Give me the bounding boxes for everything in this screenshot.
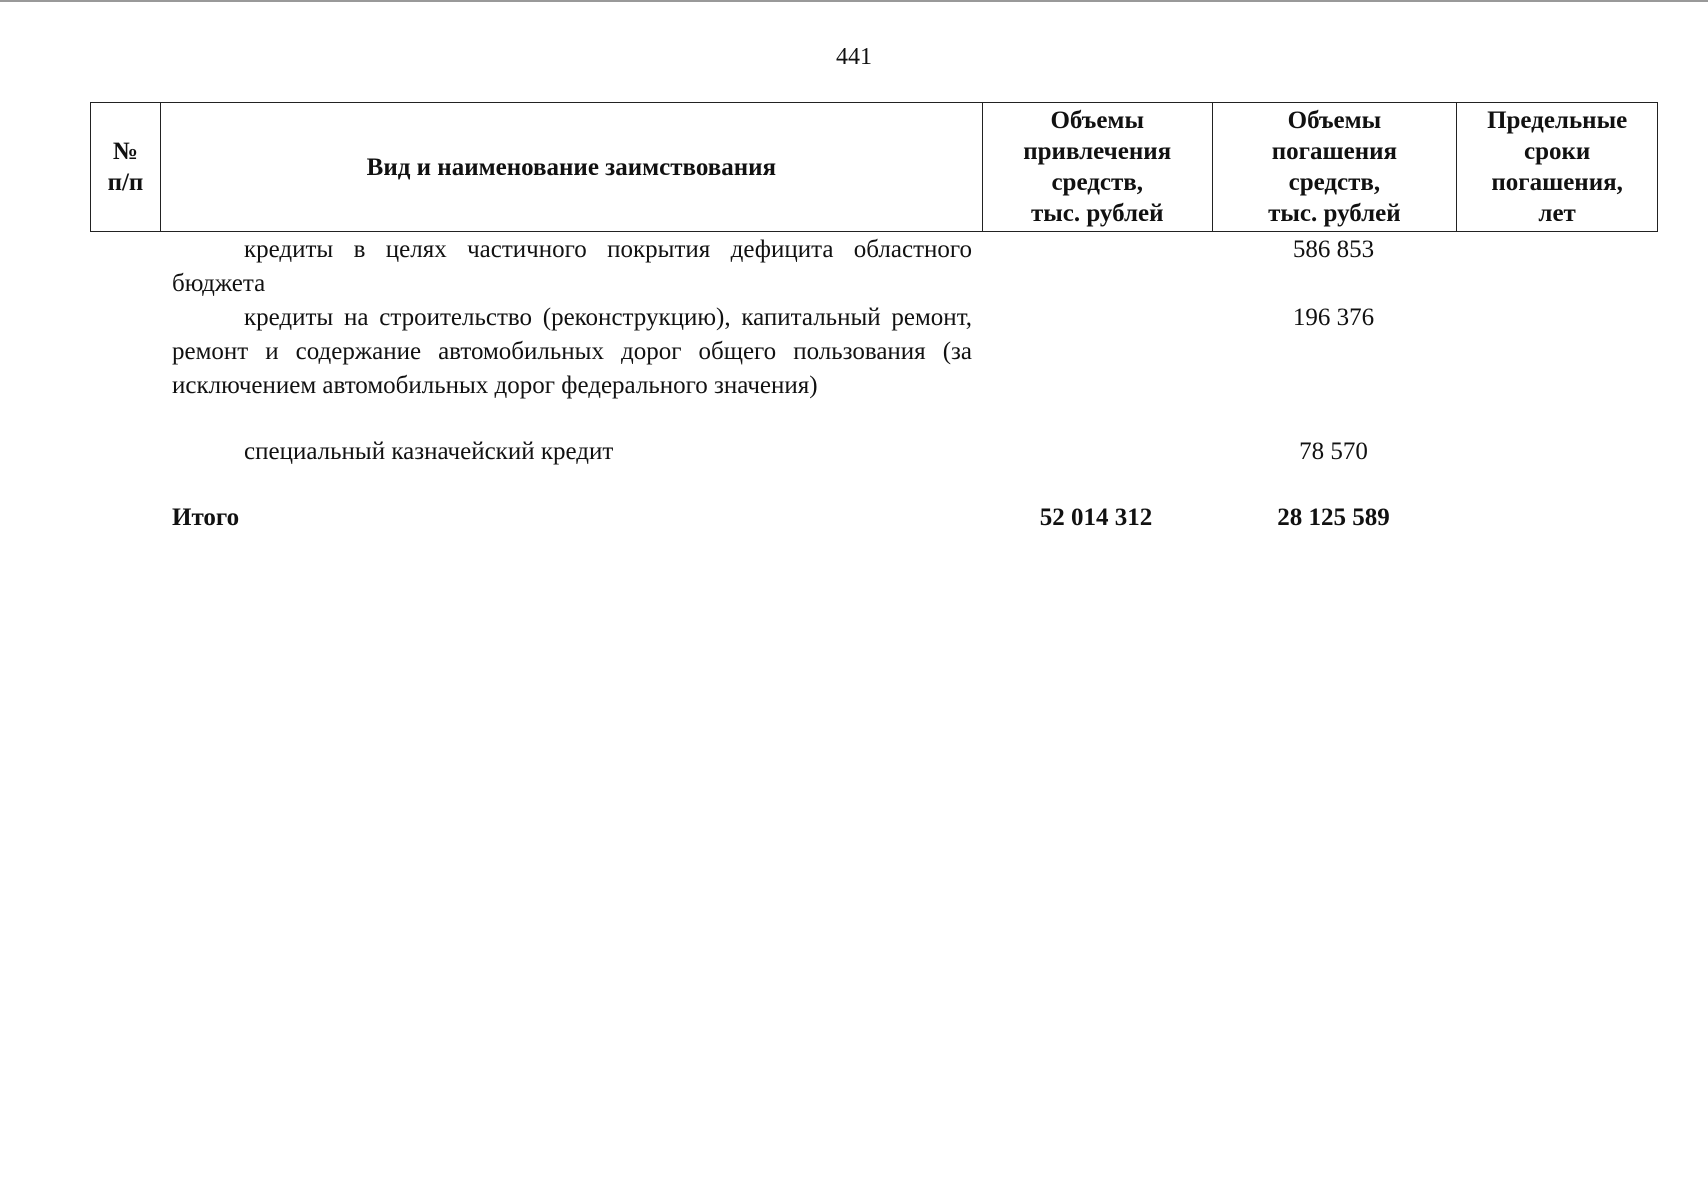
header-attract-line: средств, — [1051, 169, 1143, 196]
header-term-line: Предельные — [1487, 107, 1628, 134]
header-number-column — [91, 103, 161, 231]
row-name: кредиты в целях частичного покрытия дефицита областного бюджета — [172, 236, 972, 297]
header-name-label: Вид и наименование заимствования — [366, 153, 777, 181]
header-attract-line: тыс. рублей — [1030, 200, 1164, 227]
page-number: 441 — [836, 44, 872, 70]
table-header — [90, 102, 1658, 232]
header-term-line: лет — [1538, 200, 1576, 227]
header-repay-line: тыс. рублей — [1268, 200, 1401, 227]
row-repay-value: 196 376 — [1292, 304, 1375, 331]
header-name-column — [161, 103, 983, 231]
row-name: специальный казначейский кредит — [244, 438, 614, 465]
header-attract-line: Объемы — [1050, 107, 1144, 134]
total-label: Итого — [172, 504, 240, 531]
row-name: кредиты на строительство (реконструкцию), капитальный ремонт, ремонт и содержание автомобильных дорог общего пользования (за исключением автомобильных дорог федерального значения) — [172, 304, 972, 399]
total-repay-value: 28 125 589 — [1277, 504, 1390, 531]
header-repay-line: Объемы — [1287, 107, 1382, 134]
header-term-column — [1457, 103, 1657, 231]
header-term-line: погашения, — [1491, 169, 1623, 196]
row-repay-value: 586 853 — [1292, 236, 1375, 263]
header-number-line: № — [112, 138, 138, 165]
row-repay-value: 78 570 — [1299, 438, 1368, 465]
header-repay-line: средств, — [1288, 169, 1381, 196]
header-attract-line: привлечения — [1023, 138, 1172, 165]
header-term-line: сроки — [1523, 138, 1591, 165]
header-number-line: п/п — [107, 169, 144, 196]
header-repay-line: погашения — [1271, 138, 1398, 165]
scan-top-edge — [0, 0, 1708, 2]
header-attract-column — [983, 103, 1213, 231]
total-attract-value: 52 014 312 — [1039, 504, 1153, 531]
header-repay-column — [1213, 103, 1458, 231]
